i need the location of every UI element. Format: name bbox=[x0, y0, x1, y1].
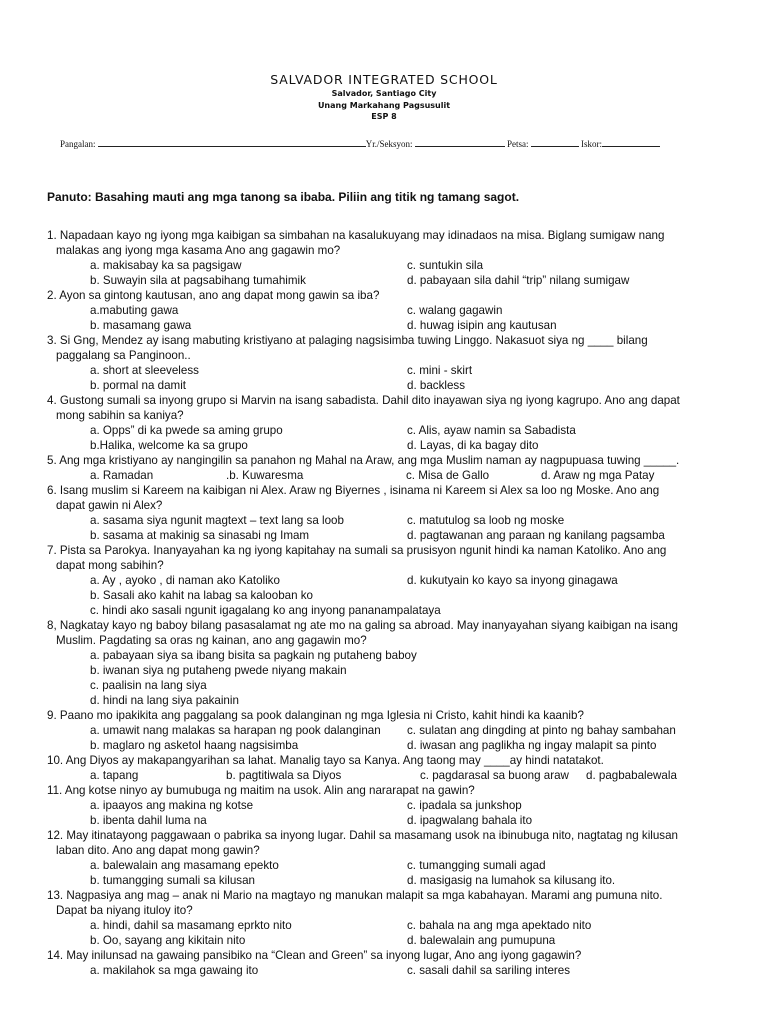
question-list bbox=[0, 228, 768, 978]
choice-11d[interactable]: d. ipagwalang bahala ito bbox=[407, 814, 533, 827]
school-name: SALVADOR INTEGRATED SCHOOL bbox=[270, 72, 498, 87]
choice-7a[interactable]: a. Ay , ayoko , di naman ako Katoliko bbox=[90, 574, 280, 587]
choice-8d[interactable]: d. hindi na lang siya pakainin bbox=[90, 694, 239, 707]
choice-9a[interactable]: a. umawit nang malakas sa harapan ng pook dalanginan bbox=[90, 724, 381, 737]
choice-9b[interactable]: b. maglaro ng asketol haang nagsisimba bbox=[90, 739, 299, 752]
question-8-cont: Muslim. Pagdating sa oras ng kainan, ano ang gagawin mo? bbox=[56, 634, 367, 647]
date-label: Petsa: bbox=[507, 139, 529, 149]
choice-row bbox=[0, 873, 768, 888]
choice-row bbox=[0, 693, 768, 708]
choice-12c[interactable]: c. tumangging sumali agad bbox=[407, 859, 546, 872]
choice-12d[interactable]: d. masigasig na lumahok sa kilusang ito. bbox=[407, 874, 616, 887]
choice-6b[interactable]: b. sasama at makinig sa sinasabi ng Imam bbox=[90, 529, 310, 542]
choice-row bbox=[0, 468, 768, 483]
choice-2a[interactable]: a.mabuting gawa bbox=[90, 304, 179, 317]
choice-14c[interactable]: c. sasali dahil sa sariling interes bbox=[407, 964, 571, 977]
choice-row bbox=[0, 513, 768, 528]
choice-8a[interactable]: a. pabayaan siya sa ibang bisita sa pagkain ng putaheng baboy bbox=[90, 649, 417, 662]
choice-3a[interactable]: a. short at sleeveless bbox=[90, 364, 199, 377]
choice-2c[interactable]: c. walang gagawin bbox=[407, 304, 503, 317]
subject-code: ESP 8 bbox=[371, 112, 397, 121]
choice-row bbox=[0, 588, 768, 603]
choice-row bbox=[0, 303, 768, 318]
choice-5a[interactable]: a. Ramadan bbox=[90, 469, 154, 482]
choice-row bbox=[0, 438, 768, 453]
choice-row bbox=[0, 738, 768, 753]
choice-6c[interactable]: c. matutulog sa loob ng moske bbox=[407, 514, 565, 527]
question-7: 7. Pista sa Parokya. Inanyayahan ka ng iyong kapitahay na sumali sa prusisyon ngunit hindi ka naman Katoliko. Ano ang bbox=[47, 544, 667, 557]
question-1-cont: malakas ang iyong mga kasama Ano ang gagawin mo? bbox=[56, 244, 341, 257]
choice-4d[interactable]: d. Layas, di ka bagay dito bbox=[407, 439, 539, 452]
choice-row bbox=[0, 378, 768, 393]
choice-row bbox=[0, 678, 768, 693]
choice-11c[interactable]: c. ipadala sa junkshop bbox=[407, 799, 522, 812]
section-blank[interactable] bbox=[415, 137, 505, 147]
choice-6d[interactable]: d. pagtawanan ang paraan ng kanilang pagsamba bbox=[407, 529, 665, 542]
choice-row bbox=[0, 918, 768, 933]
question-13: 13. Nagpasiya ang mag – anak ni Mario na magtayo ng manukan malapit sa mga kabahayan. Marami ang pumuna nito. bbox=[47, 889, 663, 902]
choice-6a[interactable]: a. sasama siya ngunit magtext – text lang sa loob bbox=[90, 514, 344, 527]
choice-14a[interactable]: a. makilahok sa mga gawaing ito bbox=[90, 964, 259, 977]
question-8: 8, Nagkatay kayo ng baboy bilang pasasalamat ng ate mo na galing sa abroad. May inanyayahan siyang kaibigan na isang bbox=[47, 619, 678, 632]
choice-11a[interactable]: a. ipaayos ang makina ng kotse bbox=[90, 799, 254, 812]
question-9: 9. Paano mo ipakikita ang paggalang sa pook dalanginan ng mga Iglesia ni Cristo, kahit hindi ka kaanib? bbox=[47, 709, 584, 722]
choice-row bbox=[0, 813, 768, 828]
choice-row bbox=[0, 363, 768, 378]
choice-row bbox=[0, 963, 768, 978]
choice-12b[interactable]: b. tumangging sumali sa kilusan bbox=[90, 874, 255, 887]
question-5: 5. Ang mga kristiyano ay nangingilin sa panahon ng Mahal na Araw, ang mga Muslim naman ay nagpupuasa tuwing _____. bbox=[47, 454, 680, 467]
choice-1a[interactable]: a. makisabay ka sa pagsigaw bbox=[90, 259, 242, 272]
choice-1b[interactable]: b. Suwayin sila at pagsabihang tumahimik bbox=[90, 274, 306, 287]
question-13-cont: Dapat ba niyang ituloy ito? bbox=[56, 904, 193, 917]
choice-row bbox=[0, 723, 768, 738]
choice-11b[interactable]: b. ibenta dahil luma na bbox=[90, 814, 207, 827]
choice-row bbox=[0, 603, 768, 618]
exam-title: Unang Markahang Pagsusulit bbox=[317, 101, 451, 110]
choice-7d[interactable]: d. kukutyain ko kayo sa inyong ginagawa bbox=[407, 574, 618, 587]
choice-10c[interactable]: c. pagdarasal sa buong araw bbox=[420, 769, 569, 782]
question-1: 1. Napadaan kayo ng iyong mga kaibigan sa simbahan na kasalukuyang may idinadaos na misa. Biglang sumigaw nang bbox=[47, 229, 665, 242]
choice-8b[interactable]: b. iwanan siya ng putaheng pwede niyang makain bbox=[90, 664, 347, 677]
choice-2d[interactable]: d. huwag isipin ang kautusan bbox=[407, 319, 557, 332]
date-blank[interactable] bbox=[531, 137, 579, 147]
choice-row bbox=[0, 933, 768, 948]
choice-4a[interactable]: a. Opps” di ka pwede sa aming grupo bbox=[90, 424, 283, 437]
choice-13c[interactable]: c. bahala na ang mga apektado nito bbox=[407, 919, 592, 932]
choice-row bbox=[0, 798, 768, 813]
choice-7b[interactable]: b. Sasali ako kahit na labag sa kalooban ko bbox=[90, 589, 314, 602]
question-6: 6. Isang muslim si Kareem na kaibigan ni Alex. Araw ng Biyernes , isinama ni Kareem si Alex sa loo ng Moske. Ano ang bbox=[47, 484, 660, 497]
choice-row bbox=[0, 663, 768, 678]
question-7-cont: dapat mong sabihin? bbox=[56, 559, 164, 572]
choice-5d[interactable]: d. Araw ng mga Patay bbox=[541, 469, 655, 482]
instructions: Panuto: Basahing mauti ang mga tanong sa ibaba. Piliin ang titik ng tamang sagot. bbox=[47, 190, 520, 204]
question-4: 4. Gustong sumali sa inyong grupo si Marvin na isang sabadista. Dahil dito inayawan siya ng iyong kagrupo. Ano ang dapat bbox=[47, 394, 680, 407]
choice-1d[interactable]: d. pabayaan sila dahil “trip” nilang sumigaw bbox=[407, 274, 630, 287]
student-info-line bbox=[60, 137, 660, 149]
choice-5c[interactable]: c. Misa de Gallo bbox=[406, 469, 490, 482]
choice-9d[interactable]: d. iwasan ang paglikha ng ingay malapit sa pinto bbox=[407, 739, 657, 752]
choice-3d[interactable]: d. backless bbox=[407, 379, 465, 392]
choice-13d[interactable]: d. balewalain ang pumupuna bbox=[407, 934, 556, 947]
name-blank[interactable] bbox=[98, 137, 366, 147]
choice-row bbox=[0, 858, 768, 873]
score-label: Iskor: bbox=[581, 139, 603, 149]
name-label: Pangalan: bbox=[60, 139, 96, 149]
choice-8c[interactable]: c. paalisin na lang siya bbox=[90, 679, 207, 692]
choice-row bbox=[0, 528, 768, 543]
choice-13b[interactable]: b. Oo, sayang ang kikitain nito bbox=[90, 934, 246, 947]
question-10: 10. Ang Diyos ay makapangyarihan sa lahat. Manalig tayo sa Kanya. Ang taong may ____ay hindi natatakot. bbox=[47, 754, 604, 767]
question-14: 14. May inilunsad na gawaing pansibiko na “Clean and Green” sa inyong lugar, Ano ang iyong gagawin? bbox=[47, 949, 582, 962]
choice-4c[interactable]: c. Alis, ayaw namin sa Sabadista bbox=[407, 424, 576, 437]
choice-3b[interactable]: b. pormal na damit bbox=[90, 379, 187, 392]
choice-12a[interactable]: a. balewalain ang masamang epekto bbox=[90, 859, 279, 872]
choice-row bbox=[0, 573, 768, 588]
question-4-cont: mong sabihin sa kaniya? bbox=[56, 409, 184, 422]
choice-10b[interactable]: b. pagtitiwala sa Diyos bbox=[226, 769, 342, 782]
choice-10d[interactable]: d. pagbabalewala bbox=[586, 769, 677, 782]
choice-10a[interactable]: a. tapang bbox=[90, 769, 139, 782]
choice-row bbox=[0, 423, 768, 438]
question-6-cont: dapat gawin ni Alex? bbox=[56, 499, 163, 512]
choice-5b[interactable]: .b. Kuwaresma bbox=[226, 469, 304, 482]
choice-row bbox=[0, 648, 768, 663]
question-12-cont: laban dito. Ano ang dapat mong gawin? bbox=[56, 844, 260, 857]
section-label: Yr./Seksyon: bbox=[365, 139, 413, 149]
score-blank[interactable] bbox=[602, 137, 660, 147]
choice-2b[interactable]: b. masamang gawa bbox=[90, 319, 192, 332]
choice-row bbox=[0, 258, 768, 273]
choice-1c[interactable]: c. suntukin sila bbox=[407, 259, 484, 272]
choice-9c[interactable]: c. sulatan ang dingding at pinto ng bahay sambahan bbox=[407, 724, 676, 737]
choice-row bbox=[0, 318, 768, 333]
choice-7c[interactable]: c. hindi ako sasali ngunit igagalang ko ang inyong pananampalataya bbox=[90, 604, 441, 617]
choice-row bbox=[0, 273, 768, 288]
school-address: Salvador, Santiago City bbox=[331, 89, 437, 98]
question-2: 2. Ayon sa gintong kautusan, ano ang dapat mong gawin sa iba? bbox=[47, 289, 380, 302]
choice-4b[interactable]: b.Halika, welcome ka sa grupo bbox=[90, 439, 248, 452]
choice-13a[interactable]: a. hindi, dahil sa masamang eprkto nito bbox=[90, 919, 292, 932]
question-12: 12. May itinatayong paggawaan o pabrika sa inyong lugar. Dahil sa masamang usok na ibinubuga nito, nagtatag ng kilusan bbox=[47, 829, 678, 842]
choice-row bbox=[0, 768, 768, 783]
question-11: 11. Ang kotse ninyo ay bumubuga ng maitim na usok. Alin ang nararapat na gawin? bbox=[47, 784, 475, 797]
choice-3c[interactable]: c. mini - skirt bbox=[407, 364, 473, 377]
question-3-cont: paggalang sa Panginoon.. bbox=[56, 349, 191, 362]
question-3: 3. Si Gng, Mendez ay isang mabuting kristiyano at palaging nagsisimba tuwing Linggo. Nakasuot siya ng ____ bilang bbox=[47, 334, 648, 347]
